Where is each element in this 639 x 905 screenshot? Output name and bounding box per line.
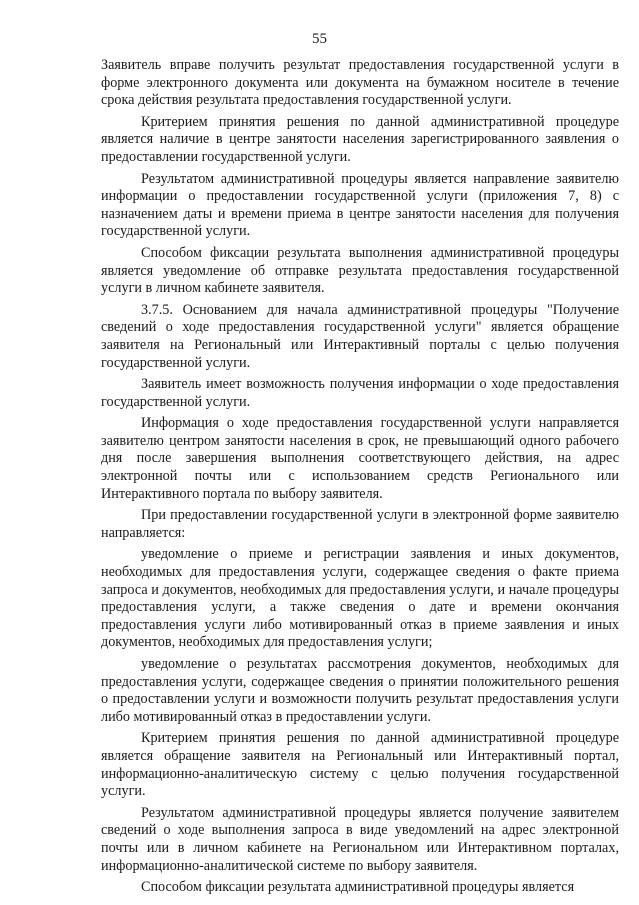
paragraph: Способом фиксации результата административной процедуры является: [141, 879, 575, 896]
paragraph: Заявитель имеет возможность получения информации о ходе предоставления государственной услуги.: [101, 376, 619, 410]
paragraph: Критерием принятия решения по данной административной процедуре является наличие в центре занятости населения зарегистрированного заявления о предоставлении государственной услуги.: [101, 113, 619, 165]
page-number: 55: [312, 31, 327, 47]
paragraph: Результатом административной процедуры является направление заявителю информации о предоставлении государственной услуги (приложения 7, 8) с назначением даты и времени приема в центре занятости населения для получения государственной услуги.: [101, 170, 619, 240]
paragraph: При предоставлении государственной услуги в электронной форме заявителю направляется:: [101, 507, 619, 541]
document-body: [101, 57, 619, 901]
paragraph: Способом фиксации результата выполнения административной процедуры является уведомление об отправке результата предоставления государственной услуги в личном кабинете заявителя.: [101, 244, 619, 297]
paragraph: Результатом административной процедуры является получение заявителем сведений о ходе выполнения запроса в виде уведомлений на адрес электронной почты или в личном кабинете на Региональном или Интерактивном порталах, информационно-аналитической системе по выбору заявителя.: [101, 804, 619, 874]
paragraph: Информация о ходе предоставления государственной услуги направляется заявителю центром занятости населения в срок, не превышающий одного рабочего дня после завершения выполнения соответствующего действия, на адрес электронной почты или с использованием средств Регионального или Интерактивного портала по выбору заявителя.: [101, 415, 619, 502]
paragraph: Заявитель вправе получить результат предоставления государственной услуги в форме электронного документа или документа на бумажном носителе в течение срока действия результата предоставления государственной услуги.: [101, 57, 619, 109]
paragraph: уведомление о результатах рассмотрения документов, необходимых для предоставления услуги, содержащее сведения о принятии положительного решения о предоставлении услуги и возможности получить результат предоставления услуги либо мотивированный отказ в предоставлении услуги.: [101, 656, 619, 725]
paragraph: 3.7.5. Основанием для начала административной процедуры "Получение сведений о ходе предоставления государственной услуги" является обращение заявителя на Региональный или Интерактивный порталы с целью получения государственной услуги.: [101, 301, 619, 371]
paragraph: уведомление о приеме и регистрации заявления и иных документов, необходимых для предоставления услуги, содержащее сведения о факте приема запроса и документов, необходимых для предоставления услуги, и начале процедуры предоставления услуги, а также сведения о дате и времени окончания предоставления услуги либо мотивированный отказ в приеме заявления и иных документов, необходимых для предоставления услуги;: [101, 546, 619, 651]
paragraph: Критерием принятия решения по данной административной процедуре является обращение заявителя на Региональный или Интерактивный портал, информационно-аналитическую систему с целью получения государственной услуги.: [101, 730, 619, 800]
